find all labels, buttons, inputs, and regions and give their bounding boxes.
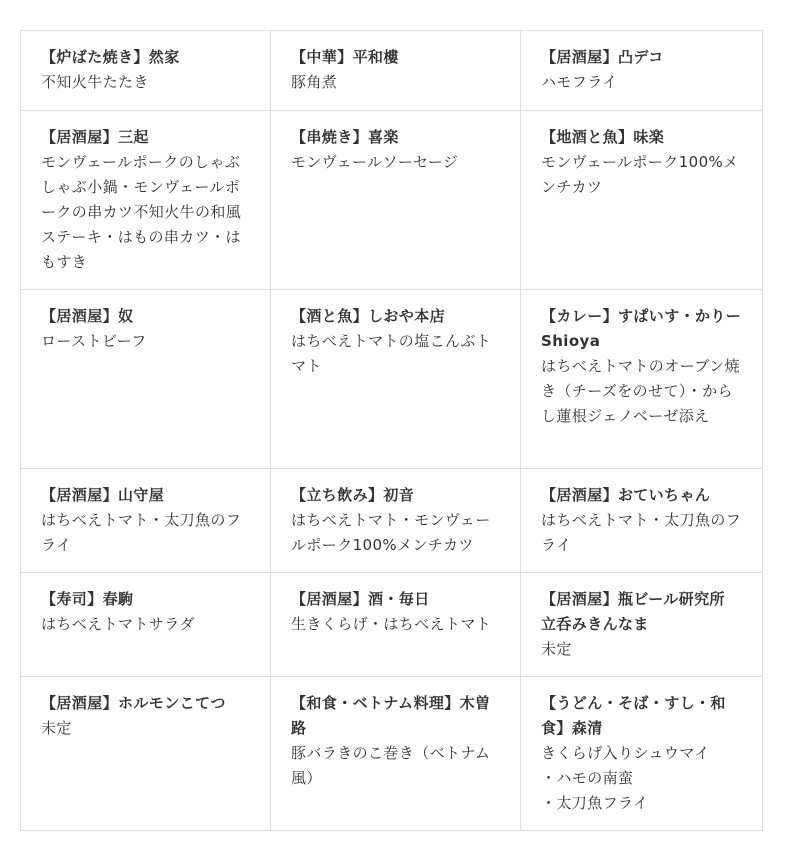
menu-items (41, 716, 250, 741)
menu-items (41, 508, 250, 558)
menu-items (41, 150, 250, 275)
grid-row (21, 469, 763, 573)
restaurant-name: 【居酒屋】山守屋 (41, 486, 165, 504)
restaurant-cell (521, 677, 763, 831)
restaurant-name: 【炉ばた焼き】然家 (41, 48, 180, 66)
menu-item: 不知火牛たたき (41, 73, 149, 91)
menu-items (41, 612, 250, 637)
menu-item: ・ハモの南蛮 (541, 769, 634, 787)
menu-items (291, 612, 500, 637)
restaurant-cell (21, 290, 271, 469)
restaurant-name: 【居酒屋】凸デコ (541, 48, 664, 66)
restaurant-cell (271, 677, 521, 831)
restaurant-cell (21, 31, 271, 111)
restaurant-cell (521, 31, 763, 111)
menu-items (291, 150, 500, 175)
grid-row (21, 290, 763, 469)
restaurant-cell (521, 573, 763, 677)
menu-items (541, 637, 742, 662)
menu-item: はちべえトマト・モンヴェールポーク100%メンチカツ (291, 511, 491, 554)
restaurant-cell (21, 111, 271, 290)
restaurant-name: 【居酒屋】瓶ビール研究所 立呑みきんなま (541, 590, 725, 633)
restaurant-name: 【居酒屋】奴 (41, 307, 134, 325)
restaurant-name: 【酒と魚】しおや本店 (291, 307, 446, 325)
menu-item: 生きくらげ・はちべえトマト (291, 615, 492, 633)
menu-item: はちべえトマトの塩こんぶトマト (291, 332, 492, 375)
restaurant-cell (21, 677, 271, 831)
restaurant-name: 【カレー】すぱいす・かりーShioya (541, 307, 742, 350)
menu-item: ハモフライ (541, 73, 618, 91)
grid-row (21, 31, 763, 111)
menu-items (541, 741, 742, 816)
restaurant-cell (521, 469, 763, 573)
menu-item: モンヴェールポーク100%メンチカツ (541, 153, 739, 196)
menu-item: はちべえトマトサラダ (41, 615, 195, 633)
restaurant-name: 【うどん・そば・すし・和食】森清 (541, 694, 726, 737)
restaurant-name: 【居酒屋】おていちゃん (541, 486, 711, 504)
grid-row (21, 573, 763, 677)
restaurant-name: 【中華】平和樓 (291, 48, 399, 66)
restaurant-cell (521, 290, 763, 469)
restaurant-name: 【寿司】春駒 (41, 590, 134, 608)
menu-items (41, 329, 250, 354)
menu-items (291, 508, 500, 558)
menu-items (291, 741, 500, 791)
restaurant-menu-grid (20, 30, 763, 831)
restaurant-name: 【立ち飲み】初音 (291, 486, 415, 504)
restaurant-cell (21, 469, 271, 573)
restaurant-name: 【串焼き】喜楽 (291, 128, 399, 146)
menu-item: モンヴェールポークのしゃぶしゃぶ小鍋・モンヴェールポークの串カツ不知火牛の和風ステーキ・はもの串カツ・はもすき (41, 153, 242, 271)
grid-row (21, 111, 763, 290)
restaurant-name: 【地酒と魚】味楽 (541, 128, 665, 146)
restaurant-cell (21, 573, 271, 677)
menu-items (41, 70, 250, 95)
menu-item: はちべえトマト・太刀魚のフライ (41, 511, 242, 554)
menu-items (291, 329, 500, 379)
restaurant-name: 【居酒屋】三起 (41, 128, 149, 146)
restaurant-cell (271, 290, 521, 469)
restaurant-cell (521, 111, 763, 290)
menu-items (541, 508, 742, 558)
menu-item: ローストビーフ (41, 332, 147, 350)
restaurant-cell (271, 111, 521, 290)
restaurant-name: 【居酒屋】酒・毎日 (291, 590, 430, 608)
restaurant-name: 【居酒屋】ホルモンこてつ (41, 694, 226, 712)
menu-item: 未定 (41, 719, 72, 737)
menu-item: はちべえトマトのオーブン焼き（チーズをのせて）・からし蓮根ジェノベーゼ添え (541, 357, 740, 425)
grid-row (21, 677, 763, 831)
menu-item: 未定 (541, 640, 572, 658)
menu-items (541, 70, 742, 95)
restaurant-name: 【和食・ベトナム料理】木曽路 (291, 694, 491, 737)
menu-item: 豚バラきのこ巻き（ベトナム風） (291, 744, 491, 787)
restaurant-cell (271, 573, 521, 677)
menu-items (291, 70, 500, 95)
restaurant-cell (271, 469, 521, 573)
menu-item: 豚角煮 (291, 73, 338, 91)
menu-item: きくらげ入りシュウマイ (541, 744, 710, 762)
menu-item: はちべえトマト・太刀魚のフライ (541, 511, 742, 554)
menu-item: ・太刀魚フライ (541, 794, 649, 812)
menu-item: モンヴェールソーセージ (291, 153, 459, 171)
restaurant-cell (271, 31, 521, 111)
menu-items (541, 150, 742, 200)
menu-items (541, 354, 742, 429)
